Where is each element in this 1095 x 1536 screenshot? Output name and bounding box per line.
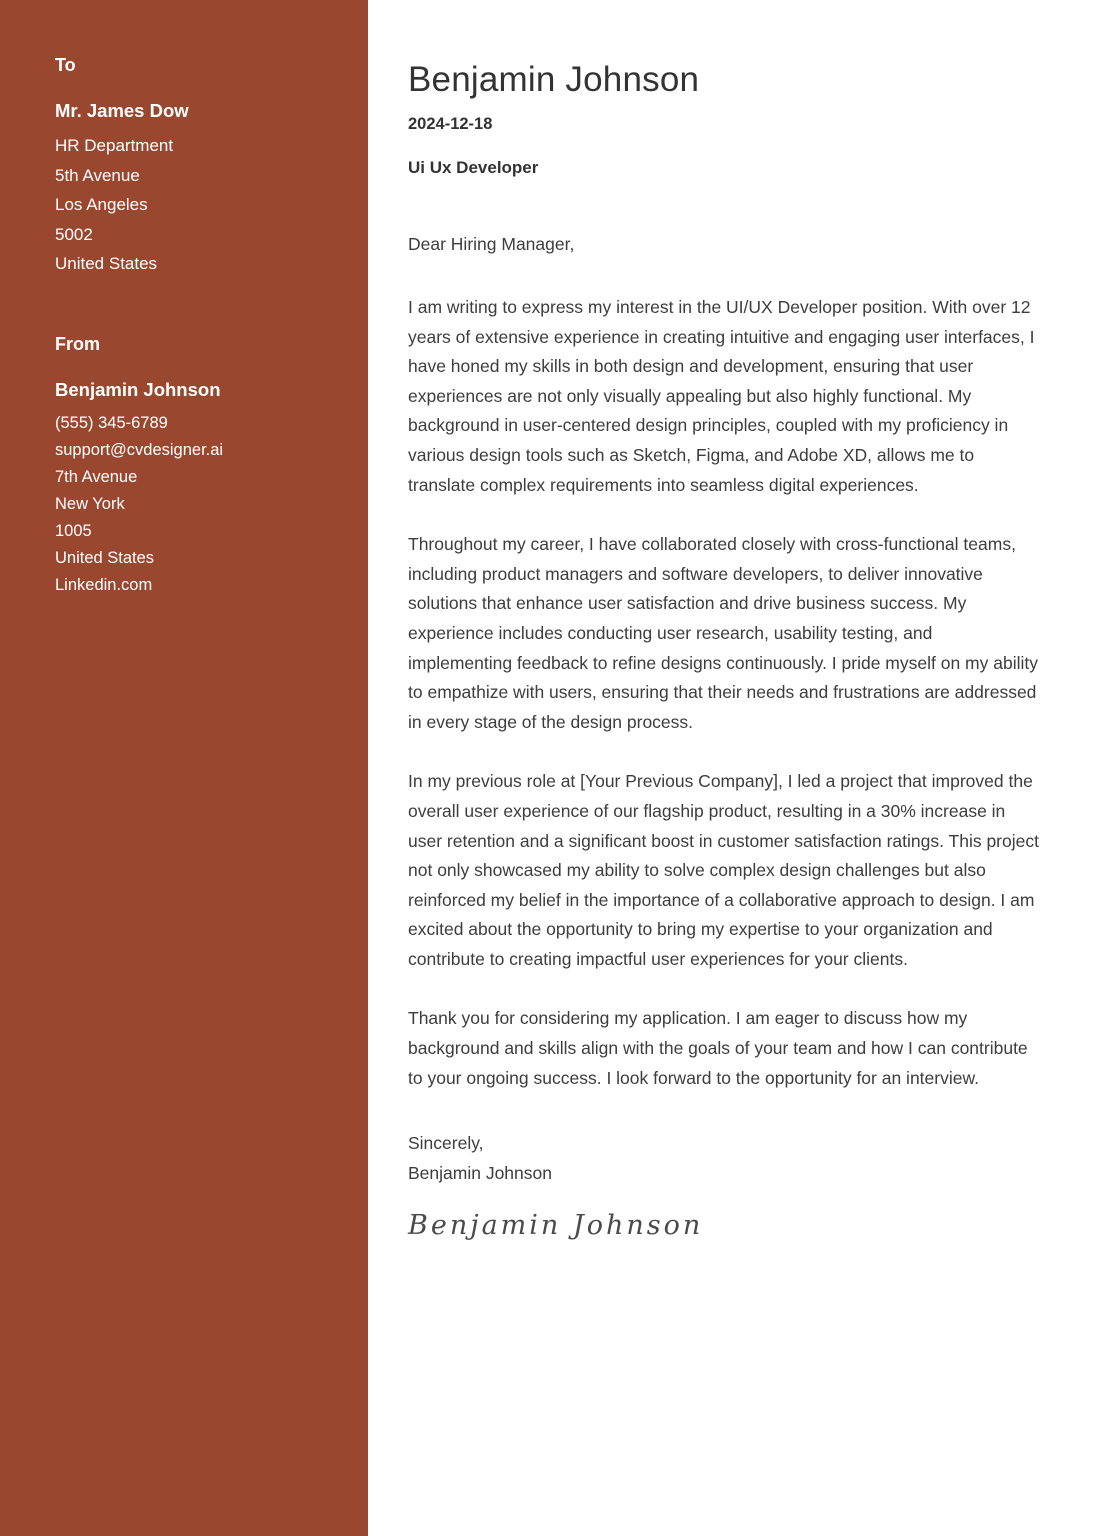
- recipient-street: 5th Avenue: [55, 165, 140, 185]
- to-label: To: [55, 55, 76, 75]
- sender-phone: (555) 345-6789: [55, 413, 168, 432]
- job-title: Ui Ux Developer: [408, 158, 539, 177]
- sender-city: New York: [55, 494, 125, 513]
- recipient-city: Los Angeles: [55, 195, 148, 214]
- sender-name: Benjamin Johnson: [55, 378, 221, 400]
- applicant-name-heading: Benjamin Johnson: [408, 60, 700, 99]
- from-section: [55, 334, 338, 599]
- closing-name: Benjamin Johnson: [408, 1162, 552, 1183]
- letter-paragraph-1: I am writing to express my interest in the UI/UX Developer position. With over 12 years of extensive experience in creating intuitive and engaging user interfaces, I have honed my skills in both design and development, ensuring that user experiences are not only visually appealing but also highly functional. My background in user-centered design principles, coupled with my proficiency in various design tools such as Sketch, Figma, and Adobe XD, allows me to translate complex requirements into seamless digital experiences.: [408, 297, 1035, 495]
- closing-block: [408, 1129, 1040, 1188]
- handwritten-signature: Benjamin Johnson: [408, 1210, 704, 1242]
- closing-word: Sincerely,: [408, 1133, 484, 1154]
- recipient-country: United States: [55, 254, 158, 273]
- sidebar-section-divider: [55, 279, 338, 334]
- sender-zip: 1005: [55, 521, 92, 540]
- letter-paragraph-4: Thank you for considering my application. I am eager to discuss how my background and skills align with the goals of your team and how I can contribute to your ongoing success. I look forward to the opportunity for an interview.: [408, 1008, 1028, 1088]
- sender-country: United States: [55, 548, 155, 567]
- contact-sidebar: [0, 0, 368, 1536]
- letter-body: [368, 0, 1095, 1536]
- from-label: From: [55, 333, 100, 354]
- to-section: [55, 55, 338, 279]
- letter-date: 2024-12-18: [408, 115, 493, 133]
- recipient-department: HR Department: [55, 136, 174, 155]
- sender-linkedin: Linkedin.com: [55, 575, 153, 594]
- sender-street: 7th Avenue: [55, 467, 138, 486]
- salutation: Dear Hiring Manager,: [408, 234, 575, 254]
- sender-email: support@cvdesigner.ai: [55, 440, 224, 459]
- letter-paragraph-3: In my previous role at [Your Previous Company], I led a project that improved the overall user experience of our flagship product, resulting in a 30% increase in user retention and a significant boost in customer satisfaction ratings. This project not only showcased my ability to solve complex design challenges but also reinforced my belief in the importance of a collaborative approach to design. I am excited about the opportunity to bring my expertise to your organization and contribute to creating impactful user experiences for your clients.: [408, 771, 1039, 969]
- recipient-zip: 5002: [55, 224, 93, 244]
- letter-paragraph-2: Throughout my career, I have collaborated closely with cross-functional teams, including product managers and software developers, to deliver innovative solutions that enhance user satisfaction and drive business success. My experience includes conducting user research, usability testing, and implementing feedback to refine designs continuously. I pride myself on my ability to empathize with users, ensuring that their needs and frustrations are addressed in every stage of the design process.: [408, 534, 1038, 732]
- recipient-name: Mr. James Dow: [55, 100, 189, 121]
